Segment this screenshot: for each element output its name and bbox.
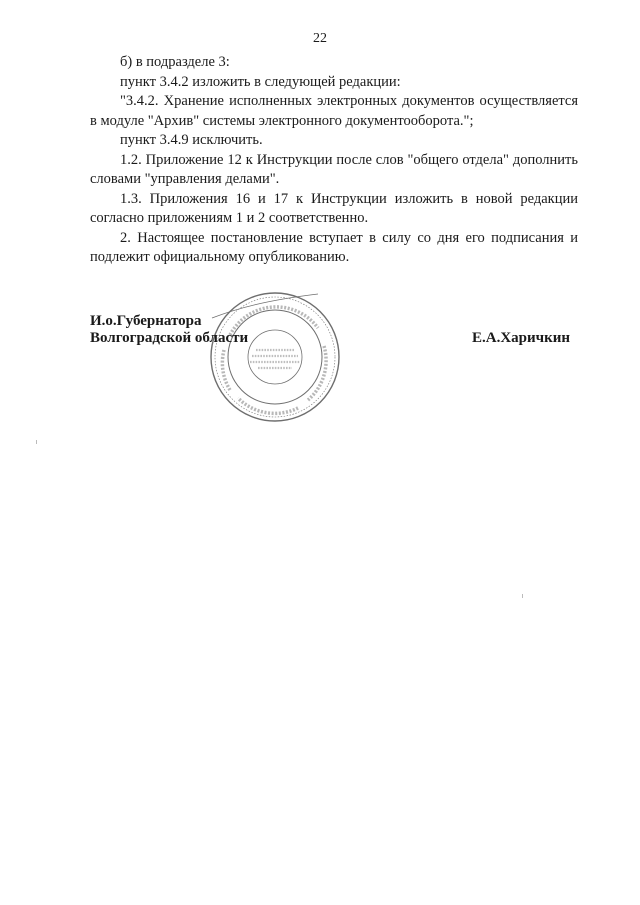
- paragraph: пункт 3.4.2 изложить в следующей редакции:: [120, 73, 401, 90]
- scan-speck: [522, 594, 523, 598]
- paragraph: 1.2. Приложение 12 к Инструкции после слов "общего отдела" дополнить словами "управления делами".: [90, 151, 578, 187]
- paragraph: 2. Настоящее постановление вступает в силу со дня его подписания и подлежит официальному опубликованию.: [90, 229, 578, 265]
- paragraph: 1.3. Приложения 16 и 17 к Инструкции изложить в новой редакции согласно приложениям 1 и 2 соответственно.: [90, 190, 578, 226]
- signatory-position: [90, 313, 248, 347]
- page-number: 22: [313, 31, 327, 46]
- document-body: [90, 53, 578, 268]
- official-seal-stamp: [208, 290, 342, 424]
- paragraph: "3.4.2. Хранение исполненных электронных документов осуществляется в модуле "Архив" системы электронного документооборота.";: [90, 93, 578, 129]
- paragraph: пункт 3.4.9 исключить.: [120, 132, 263, 148]
- paragraph: б) в подразделе 3:: [120, 54, 230, 70]
- signatory-position-line: Волгоградской области: [90, 330, 249, 346]
- scan-speck: [36, 440, 37, 444]
- signatory-name: Е.А.Харичкин: [472, 330, 571, 346]
- signatory-position-line: И.о.Губернатора: [90, 313, 202, 329]
